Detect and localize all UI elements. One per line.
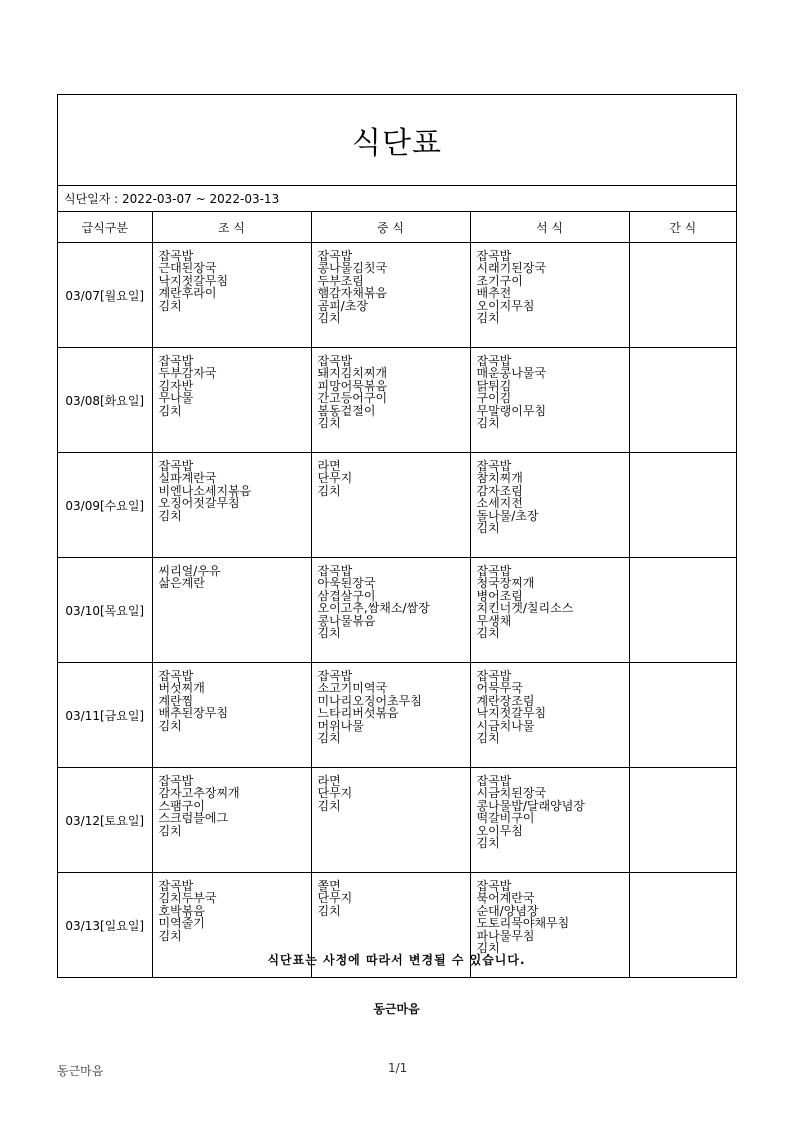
menu-item: 스크럼블에그 (158, 811, 229, 826)
menu-item: 김치 (317, 903, 341, 918)
menu-item: 시금치나물 (476, 718, 535, 733)
table-row (58, 663, 736, 768)
breakfast-cell (152, 663, 311, 768)
meal-date: 03/12[토요일] (58, 768, 152, 873)
header-snack: 간 식 (629, 212, 736, 243)
menu-item: 병어조림 (476, 588, 523, 603)
lunch-cell (311, 558, 470, 663)
menu-item: 잡곡밥 (158, 459, 194, 473)
snack-cell (629, 453, 736, 558)
menu-item: 조기구이 (476, 273, 523, 288)
menu-item: 감자조림 (476, 483, 523, 498)
menu-item: 떡갈비구이 (476, 811, 535, 826)
dinner-cell (470, 768, 629, 873)
menu-item: 씨리얼/우유 (158, 564, 221, 578)
meal-date: 03/10[목요일] (58, 558, 152, 663)
menu-item: 콩나물김칫국 (317, 261, 388, 276)
menu-item: 잡곡밥 (158, 354, 194, 368)
menu-item: 배추전 (476, 286, 512, 301)
menu-item: 근대된장국 (158, 261, 217, 276)
menu-item: 김치 (317, 416, 341, 431)
menu-item: 미나리오징어초무침 (317, 693, 422, 708)
menu-item: 실파계란국 (158, 471, 217, 486)
menu-item: 비엔나소세지볶음 (158, 483, 252, 498)
meal-date: 03/07[월요일] (58, 243, 152, 348)
snack-cell (629, 348, 736, 453)
menu-item: 무나물 (158, 391, 194, 406)
menu-item: 북어계란국 (476, 891, 535, 906)
menu-item: 삶은계란 (158, 576, 205, 591)
organization-name: 동근마음 (373, 1002, 420, 1016)
menu-item: 김치 (317, 626, 341, 641)
menu-item: 곰피/초장 (317, 298, 368, 313)
dinner-cell (470, 348, 629, 453)
lunch-cell (311, 453, 470, 558)
menu-item: 잡곡밥 (476, 354, 512, 368)
menu-item: 잡곡밥 (317, 669, 353, 683)
lunch-cell (311, 663, 470, 768)
menu-item: 돌나물/초장 (476, 508, 539, 523)
menu-item: 김치 (158, 928, 182, 943)
header-dinner: 석 식 (470, 212, 629, 243)
menu-item: 김치 (476, 521, 500, 536)
menu-item: 배추된장무침 (158, 706, 229, 721)
menu-item: 낙지젓갈무침 (158, 273, 229, 288)
menu-item: 계란찜 (158, 693, 194, 708)
meal-plan-sheet (57, 94, 737, 978)
menu-item: 청국장찌개 (476, 576, 535, 591)
dinner-cell (470, 243, 629, 348)
menu-item: 김치 (317, 798, 341, 813)
snack-cell (629, 768, 736, 873)
lunch-cell (311, 243, 470, 348)
menu-item: 어묵무국 (476, 681, 523, 696)
menu-item: 잡곡밥 (476, 774, 512, 788)
menu-item: 계란후라이 (158, 286, 217, 301)
page-title: 식단표 (58, 95, 736, 186)
menu-item: 두부조림 (317, 273, 364, 288)
menu-item: 잡곡밥 (158, 774, 194, 788)
menu-item: 라면 (317, 774, 341, 788)
menu-item: 김치 (317, 731, 341, 746)
menu-item: 단무지 (317, 891, 353, 906)
header-category: 급식구분 (58, 212, 152, 243)
menu-item: 낙지젓갈무침 (476, 706, 547, 721)
menu-item: 김치 (476, 836, 500, 851)
meal-table (58, 212, 736, 977)
menu-item: 햄감자채볶음 (317, 286, 388, 301)
menu-item: 잡곡밥 (158, 879, 194, 893)
menu-item: 단무지 (317, 786, 353, 801)
menu-item: 오이무침 (476, 823, 523, 838)
snack-cell (629, 663, 736, 768)
menu-item: 무말랭이무침 (476, 403, 547, 418)
footer-organization: 동근마음 (57, 1064, 104, 1078)
menu-item: 콩나물볶음 (317, 613, 376, 628)
menu-item: 감자고추장찌개 (158, 786, 240, 801)
menu-item: 라면 (317, 459, 341, 473)
menu-item: 잡곡밥 (317, 354, 353, 368)
menu-item: 잡곡밥 (317, 249, 353, 263)
table-row (58, 453, 736, 558)
menu-item: 잡곡밥 (476, 564, 512, 578)
change-notice: 식단표는 사정에 따라서 변경될 수 있습니다. (267, 953, 526, 967)
menu-item: 소세지전 (476, 496, 523, 511)
menu-item: 쫄면 (317, 879, 341, 893)
meal-date: 03/09[수요일] (58, 453, 152, 558)
menu-item: 잡곡밥 (476, 249, 512, 263)
menu-item: 김치 (158, 823, 182, 838)
menu-item: 순대/양념장 (476, 903, 539, 918)
menu-item: 김치 (317, 483, 341, 498)
menu-item: 삼겹살구이 (317, 588, 376, 603)
menu-item: 잡곡밥 (476, 879, 512, 893)
page-number: 1/1 (388, 1061, 408, 1075)
menu-item: 잡곡밥 (476, 459, 512, 473)
meal-table-body (58, 243, 736, 978)
menu-item: 김치 (317, 311, 341, 326)
menu-item: 버섯찌개 (158, 681, 205, 696)
menu-item: 김치 (476, 416, 500, 431)
menu-item: 참치찌개 (476, 471, 523, 486)
table-row (58, 558, 736, 663)
menu-item: 아욱된장국 (317, 576, 376, 591)
menu-item: 시래기된장국 (476, 261, 547, 276)
dinner-cell (470, 558, 629, 663)
meal-date: 03/13[일요일] (58, 873, 152, 978)
menu-item: 오이고추,쌈채소/쌈장 (317, 601, 430, 616)
menu-item: 느타리버섯볶음 (317, 706, 399, 721)
meal-period: 식단일자 : 2022-03-07 ~ 2022-03-13 (58, 186, 736, 212)
menu-item: 잡곡밥 (158, 249, 194, 263)
dinner-cell (470, 663, 629, 768)
dinner-cell (470, 453, 629, 558)
breakfast-cell (152, 558, 311, 663)
breakfast-cell (152, 243, 311, 348)
menu-item: 김치두부국 (158, 891, 217, 906)
menu-item: 돼지김치찌개 (317, 366, 388, 381)
menu-item: 잡곡밥 (476, 669, 512, 683)
menu-item: 콩나물밥/달래양념장 (476, 798, 585, 813)
breakfast-cell (152, 348, 311, 453)
table-header-row (58, 212, 736, 243)
menu-item: 잡곡밥 (158, 669, 194, 683)
meal-date: 03/08[화요일] (58, 348, 152, 453)
menu-item: 김치 (476, 731, 500, 746)
snack-cell (629, 558, 736, 663)
menu-item: 파나물무침 (476, 928, 535, 943)
table-row (58, 768, 736, 873)
menu-item: 간고등어구이 (317, 391, 388, 406)
header-breakfast: 조 식 (152, 212, 311, 243)
menu-item: 김치 (158, 403, 182, 418)
menu-item: 매운콩나물국 (476, 366, 547, 381)
menu-item: 미역줄기 (158, 916, 205, 931)
menu-item: 닭튀김 (476, 378, 512, 393)
menu-item: 김치 (158, 718, 182, 733)
menu-item: 계란장조림 (476, 693, 535, 708)
lunch-cell (311, 768, 470, 873)
menu-item: 김치 (476, 941, 500, 956)
meal-date: 03/11[금요일] (58, 663, 152, 768)
snack-cell (629, 243, 736, 348)
menu-item: 잡곡밥 (317, 564, 353, 578)
menu-item: 시금치된장국 (476, 786, 547, 801)
menu-item: 김치 (158, 298, 182, 313)
lunch-cell (311, 348, 470, 453)
breakfast-cell (152, 768, 311, 873)
header-lunch: 중 식 (311, 212, 470, 243)
menu-item: 치킨너겟/칠리소스 (476, 601, 574, 616)
table-row (58, 243, 736, 348)
menu-item: 도토리묵야채무침 (476, 916, 570, 931)
menu-item: 호박볶음 (158, 903, 205, 918)
menu-item: 무생채 (476, 613, 512, 628)
menu-item: 스팸구이 (158, 798, 205, 813)
menu-item: 구이김 (476, 391, 512, 406)
menu-item: 김치 (476, 626, 500, 641)
menu-item: 소고기미역국 (317, 681, 388, 696)
menu-item: 오이지무침 (476, 298, 535, 313)
menu-item: 머위나물 (317, 718, 364, 733)
menu-item: 두부감자국 (158, 366, 217, 381)
menu-item: 김자반 (158, 378, 194, 393)
menu-item: 단무지 (317, 471, 353, 486)
menu-item: 오징어젓갈무침 (158, 496, 240, 511)
table-row (58, 348, 736, 453)
menu-item: 봄동겉절이 (317, 403, 376, 418)
breakfast-cell (152, 453, 311, 558)
menu-item: 김치 (476, 311, 500, 326)
menu-item: 김치 (158, 508, 182, 523)
menu-item: 피망어묵볶음 (317, 378, 388, 393)
